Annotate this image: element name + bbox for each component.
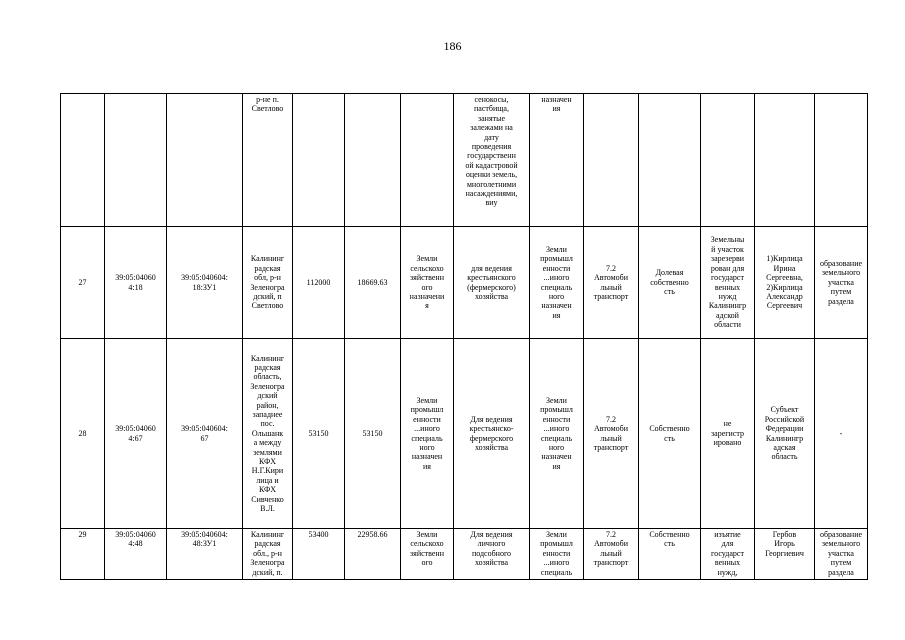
area-cell (293, 94, 345, 227)
address-cell: Калининг радская обл, р-н Зеленогра дский, п Светлово (243, 227, 293, 339)
new-plot-number-cell (167, 94, 243, 227)
new-plot-number-cell: 39:05:040604: 18:ЗУ1 (167, 227, 243, 339)
new-area-cell: 22958.66 (345, 529, 401, 580)
permitted-use-cell: Для ведения личного подсобного хозяйства (454, 529, 530, 580)
land-plots-table (60, 93, 868, 580)
notes-cell (815, 94, 868, 227)
land-category-cell (401, 94, 454, 227)
area-cell: 112000 (293, 227, 345, 339)
new-permitted-use-cell: 7.2 Автомоби льный транспорт (584, 227, 639, 339)
owner-cell: Субъект Российской Федерации Калинингр адская область (755, 339, 815, 529)
table-row (61, 94, 868, 227)
new-plot-number-cell: 39:05:040604: 48:ЗУ1 (167, 529, 243, 580)
address-cell: Калининг радская область, Зеленогра дский район, западнее пос. Ольшанк а между землями КФХ Н.Г.Кири лица и КФХ Сивченко В.Л. (243, 339, 293, 529)
source-cadastral-number-cell: 39:05:04060 4:67 (105, 339, 167, 529)
area-cell: 53400 (293, 529, 345, 580)
land-category-cell: Земли промышл енности ...иного специаль ного назначен ия (401, 339, 454, 529)
row-number-cell: 27 (61, 227, 105, 339)
address-cell: р-не п. Светлово (243, 94, 293, 227)
notes-cell: образование земельного участка путем раздела (815, 529, 868, 580)
ownership-type-cell (639, 94, 701, 227)
encumbrance-cell: не зарегистр ировано (701, 339, 755, 529)
new-permitted-use-cell: 7.2 Автомоби льный транспорт (584, 339, 639, 529)
source-cadastral-number-cell (105, 94, 167, 227)
new-land-category-cell: Земли промышл енности ...иного специаль (530, 529, 584, 580)
encumbrance-cell (701, 94, 755, 227)
owner-cell (755, 94, 815, 227)
new-land-category-cell: Земли промышл енности ...иного специаль ного назначен ия (530, 227, 584, 339)
permitted-use-cell: сенокосы, пастбища, занятые залежами на дату проведения государственн ой кадастровой оценки земель, многолетними насаждениями, виу (454, 94, 530, 227)
address-cell: Калининг радская обл., р-н Зеленогра дский, п. (243, 529, 293, 580)
land-category-cell: Земли сельскохо зяйственн ого назначени я (401, 227, 454, 339)
encumbrance-cell: Земельны й участок зарезерви рован для государст венных нужд Калинингр адской области (701, 227, 755, 339)
new-area-cell: 53150 (345, 339, 401, 529)
ownership-type-cell: Собственно сть (639, 339, 701, 529)
ownership-type-cell: Собственно сть (639, 529, 701, 580)
source-cadastral-number-cell: 39:05:04060 4:48 (105, 529, 167, 580)
area-cell: 53150 (293, 339, 345, 529)
new-land-category-cell: назначен ия (530, 94, 584, 227)
encumbrance-cell: изъятие для государст венных нужд, (701, 529, 755, 580)
land-category-cell: Земли сельскохо зяйственн ого (401, 529, 454, 580)
new-area-cell: 18669.63 (345, 227, 401, 339)
new-land-category-cell: Земли промышл енности ...иного специаль ного назначен ия (530, 339, 584, 529)
table-row (61, 227, 868, 339)
table-row (61, 339, 868, 529)
row-number-cell: 28 (61, 339, 105, 529)
source-cadastral-number-cell: 39:05:04060 4:18 (105, 227, 167, 339)
new-area-cell (345, 94, 401, 227)
page-number: 186 (443, 39, 462, 53)
owner-cell: Гербов Игорь Георгиевич (755, 529, 815, 580)
row-number-cell (61, 94, 105, 227)
row-number-cell: 29 (61, 529, 105, 580)
table-row (61, 529, 868, 580)
permitted-use-cell: Для ведения крестьянско- фермерского хозяйства (454, 339, 530, 529)
ownership-type-cell: Долевая собственно сть (639, 227, 701, 339)
new-plot-number-cell: 39:05:040604: 67 (167, 339, 243, 529)
owner-cell: 1)Кирлица Ирина Сергеевна, 2)Кирлица Александр Сергеевич (755, 227, 815, 339)
notes-cell: - (815, 339, 868, 529)
new-permitted-use-cell (584, 94, 639, 227)
new-permitted-use-cell: 7.2 Автомоби льный транспорт (584, 529, 639, 580)
notes-cell: образование земельного участка путем раздела (815, 227, 868, 339)
permitted-use-cell: для ведения крестьянского (фермерского) хозяйства (454, 227, 530, 339)
